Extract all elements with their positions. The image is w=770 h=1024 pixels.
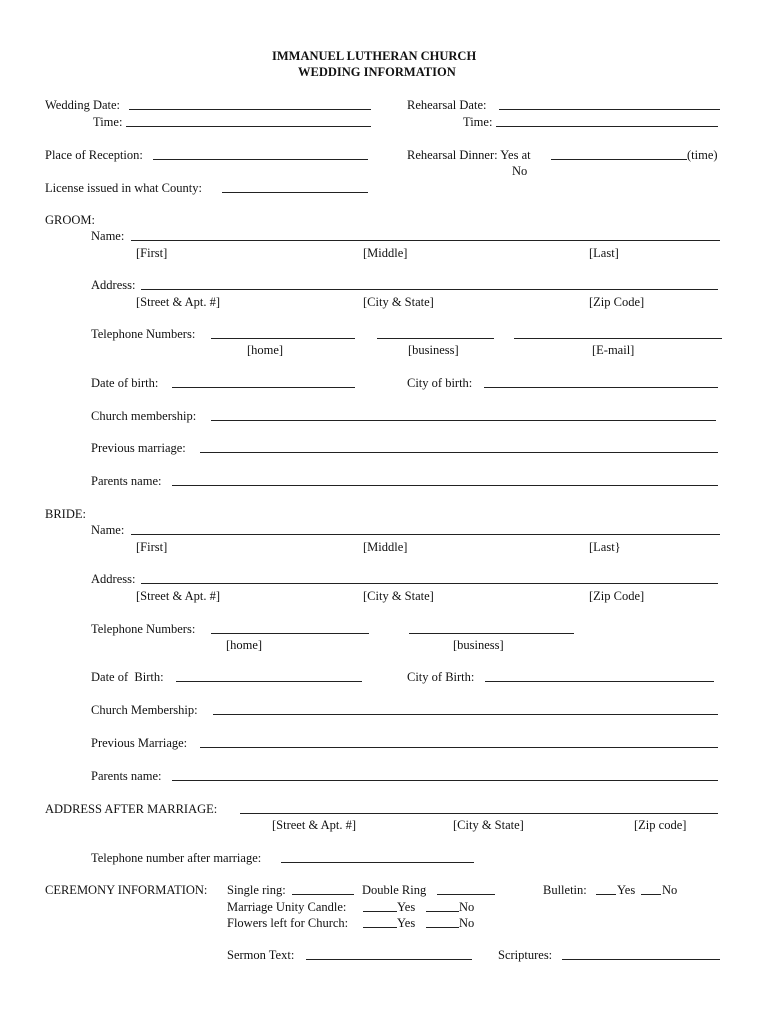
groom-home-phone-field[interactable]: [211, 338, 355, 339]
groom-telephone-label: Telephone Numbers:: [91, 327, 196, 341]
bride-business-caption: [business]: [453, 638, 504, 652]
unity-candle-no-field[interactable]: [426, 911, 459, 912]
bride-previous-marriage-label: Previous Marriage:: [91, 736, 188, 750]
groom-previous-marriage-label: Previous marriage:: [91, 441, 186, 455]
bride-home-phone-field[interactable]: [211, 633, 369, 634]
license-county-label: License issued in what County:: [45, 181, 202, 195]
flowers-label: Flowers left for Church:: [227, 916, 349, 930]
reception-label: Place of Reception:: [45, 148, 143, 162]
bulletin-no-label: No: [662, 883, 678, 897]
unity-candle-yes-field[interactable]: [363, 911, 397, 912]
groom-city-state-caption: [City & State]: [363, 295, 434, 309]
double-ring-label: Double Ring: [362, 883, 427, 897]
groom-address-label: Address:: [91, 278, 136, 292]
groom-home-caption: [home]: [247, 343, 284, 357]
after-zip-caption: [Zip code]: [634, 818, 687, 832]
groom-church-membership-label: Church membership:: [91, 409, 197, 423]
wedding-date-label: Wedding Date:: [45, 98, 121, 112]
after-city-state-caption: [City & State]: [453, 818, 524, 832]
groom-email-field[interactable]: [514, 338, 722, 339]
bride-parents-name-label: Parents name:: [91, 769, 162, 783]
groom-parents-name-label: Parents name:: [91, 474, 162, 488]
single-ring-label: Single ring:: [227, 883, 286, 897]
flowers-no-label: No: [459, 916, 475, 930]
groom-church-membership-field[interactable]: [211, 420, 716, 421]
bride-city-state-caption: [City & State]: [363, 589, 434, 603]
flowers-yes-label: Yes: [397, 916, 416, 930]
rehearsal-dinner-no[interactable]: No: [512, 164, 528, 178]
bride-business-phone-field[interactable]: [409, 633, 574, 634]
bride-address-field[interactable]: [141, 583, 718, 584]
address-after-marriage-field[interactable]: [240, 813, 718, 814]
scriptures-label: Scriptures:: [498, 948, 553, 962]
license-county-field[interactable]: [222, 192, 368, 193]
unity-candle-yes-label: Yes: [397, 900, 416, 914]
double-ring-field[interactable]: [437, 894, 495, 895]
single-ring-field[interactable]: [292, 894, 354, 895]
wedding-date-field[interactable]: [129, 109, 371, 110]
groom-dob-field[interactable]: [172, 387, 355, 388]
groom-street-caption: [Street & Apt. #]: [136, 295, 221, 309]
groom-heading: GROOM:: [45, 213, 96, 227]
bride-last-caption: [Last}: [589, 540, 621, 554]
after-telephone-label: Telephone number after marriage:: [91, 851, 262, 865]
wedding-time-field[interactable]: [126, 126, 371, 127]
flowers-yes-field[interactable]: [363, 927, 397, 928]
rehearsal-time-label: Time:: [463, 115, 493, 129]
bride-telephone-label: Telephone Numbers:: [91, 622, 196, 636]
groom-name-label: Name:: [91, 229, 125, 243]
flowers-no-field[interactable]: [426, 927, 459, 928]
bride-street-caption: [Street & Apt. #]: [136, 589, 221, 603]
form-title: WEDDING INFORMATION: [298, 65, 456, 79]
bride-city-of-birth-label: City of Birth:: [407, 670, 475, 684]
address-after-marriage-label: ADDRESS AFTER MARRIAGE:: [45, 802, 218, 816]
bride-middle-caption: [Middle]: [363, 540, 408, 554]
bride-address-label: Address:: [91, 572, 136, 586]
rehearsal-dinner-label: Rehearsal Dinner: Yes at: [407, 148, 531, 162]
church-name: IMMANUEL LUTHERAN CHURCH: [272, 49, 477, 63]
groom-first-caption: [First]: [136, 246, 168, 260]
scriptures-field[interactable]: [562, 959, 720, 960]
bride-city-of-birth-field[interactable]: [485, 681, 714, 682]
bride-zip-caption: [Zip Code]: [589, 589, 645, 603]
groom-email-caption: [E-mail]: [592, 343, 635, 357]
after-telephone-field[interactable]: [281, 862, 474, 863]
groom-middle-caption: [Middle]: [363, 246, 408, 260]
bride-previous-marriage-field[interactable]: [200, 747, 718, 748]
unity-candle-no-label: No: [459, 900, 475, 914]
groom-previous-marriage-field[interactable]: [200, 452, 718, 453]
groom-city-of-birth-field[interactable]: [484, 387, 718, 388]
rehearsal-time-field[interactable]: [496, 126, 718, 127]
ceremony-label: CEREMONY INFORMATION:: [45, 883, 208, 897]
bulletin-yes-label: Yes: [617, 883, 636, 897]
bride-church-membership-field[interactable]: [213, 714, 718, 715]
groom-business-phone-field[interactable]: [377, 338, 494, 339]
unity-candle-label: Marriage Unity Candle:: [227, 900, 347, 914]
groom-zip-caption: [Zip Code]: [589, 295, 645, 309]
groom-name-field[interactable]: [131, 240, 720, 241]
rehearsal-dinner-time-suffix: (time): [687, 148, 718, 162]
bride-parents-name-field[interactable]: [172, 780, 718, 781]
after-street-caption: [Street & Apt. #]: [272, 818, 357, 832]
rehearsal-dinner-time-field[interactable]: [551, 159, 687, 160]
bride-home-caption: [home]: [226, 638, 263, 652]
rehearsal-date-label: Rehearsal Date:: [407, 98, 487, 112]
bride-heading: BRIDE:: [45, 507, 86, 521]
bride-first-caption: [First]: [136, 540, 168, 554]
groom-dob-label: Date of birth:: [91, 376, 159, 390]
bride-name-field[interactable]: [131, 534, 720, 535]
groom-parents-name-field[interactable]: [172, 485, 718, 486]
rehearsal-date-field[interactable]: [499, 109, 720, 110]
bride-church-membership-label: Church Membership:: [91, 703, 198, 717]
groom-last-caption: [Last]: [589, 246, 619, 260]
wedding-time-label: Time:: [93, 115, 123, 129]
bulletin-no-field[interactable]: [641, 894, 661, 895]
groom-city-of-birth-label: City of birth:: [407, 376, 473, 390]
groom-business-caption: [business]: [408, 343, 459, 357]
groom-address-field[interactable]: [141, 289, 718, 290]
sermon-text-label: Sermon Text:: [227, 948, 295, 962]
bulletin-yes-field[interactable]: [596, 894, 616, 895]
bride-dob-label: Date of Birth:: [91, 670, 164, 684]
sermon-text-field[interactable]: [306, 959, 472, 960]
reception-field[interactable]: [153, 159, 368, 160]
bulletin-label: Bulletin:: [543, 883, 587, 897]
bride-dob-field[interactable]: [176, 681, 362, 682]
bride-name-label: Name:: [91, 523, 125, 537]
